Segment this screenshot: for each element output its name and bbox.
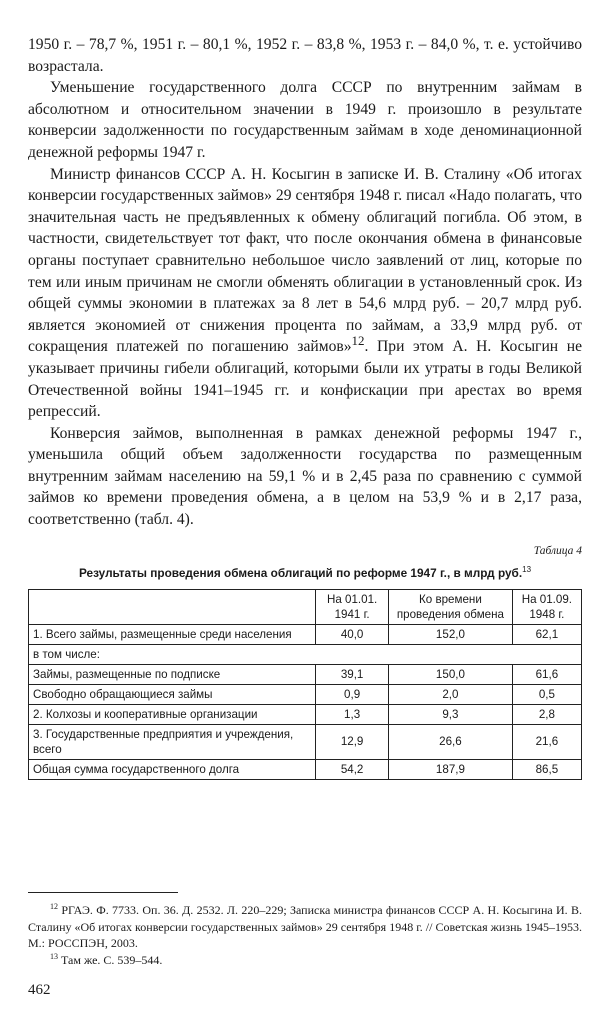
paragraph-3: [28, 164, 582, 423]
footnote-ref-13[interactable]: 13: [522, 564, 532, 574]
cell-1941: 54,2: [316, 759, 389, 779]
footnote-number: 13: [50, 951, 58, 961]
row-label: 2. Колхозы и кооперативные организации: [29, 704, 316, 724]
row-label: 1. Всего займы, размещенные среди населения: [29, 624, 316, 644]
footnote-text: РГАЭ. Ф. 7733. Оп. 36. Д. 2532. Л. 220–229; Записка министра финансов СССР А. Н. Косыгина И. В. Сталину «Об итогах конверсии государственных займов» 29 сентября 1948 г. // Советская жизнь 1945–1953. М.: РОССПЭН, 2003.: [28, 903, 583, 950]
header-1941: На 01.01. 1941 г.: [316, 589, 389, 624]
table-row: [29, 684, 582, 704]
cell-exchange: 26,6: [389, 724, 513, 759]
table-row: [29, 759, 582, 779]
table-caption: [28, 565, 582, 581]
footnote-13: [28, 952, 582, 969]
cell-1941: 1,3: [316, 704, 389, 724]
cell-exchange: 9,3: [389, 704, 513, 724]
row-label: 3. Государственные предприятия и учреждения, всего: [29, 724, 316, 759]
cell-1941: 39,1: [316, 664, 389, 684]
row-label: в том числе:: [29, 644, 582, 664]
cell-1941: 0,9: [316, 684, 389, 704]
cell-exchange: 187,9: [389, 759, 513, 779]
row-label: Общая сумма государственного долга: [29, 759, 316, 779]
footnote-12: [28, 902, 582, 952]
footnote-text: Там же. С. 539–544.: [61, 952, 163, 967]
header-exchange-time: Ко времени проведения обмена: [389, 589, 513, 624]
row-label: Займы, размещенные по подписке: [29, 664, 316, 684]
cell-1948: 2,8: [512, 704, 581, 724]
footnote-divider: [28, 892, 178, 893]
table-row: [29, 644, 582, 664]
footnote-ref-12[interactable]: 12: [351, 333, 365, 349]
footnote-number: 12: [50, 902, 58, 911]
cell-1948: 61,6: [512, 664, 581, 684]
cell-1941: 40,0: [316, 624, 389, 644]
paragraph-3-text: Министр финансов СССР А. Н. Косыгин в записке И. В. Сталину «Об итогах конверсии государственных займов» 29 сентября 1948 г. писал «Надо полагать, что значительная часть не предъявленных к обмену облигаций погибла. Об этом, в частности, свидетельствует тот факт, что после окончания обмена в финансовые органы поступает сравнительно небольшое число заявлений от лиц, которые по тем или иным причинам не смогли обменять облигации в установленный срок. Из общей суммы экономии в платежах за 8 лет в 54,6 млрд руб. – 20,7 млрд руб. является экономией от снижения процента по займам, а 33,9 млрд руб. от сокращения платежей по погашению займов»: [28, 165, 582, 356]
paragraph-1: 1950 г. – 78,7 %, 1951 г. – 80,1 %, 1952 г. – 83,8 %, 1953 г. – 84,0 %, т. е. устойчиво возрастала.: [28, 36, 582, 75]
header-1948: На 01.09. 1948 г.: [512, 589, 581, 624]
table-caption-text: Результаты проведения обмена облигаций по реформе 1947 г., в млрд руб.: [78, 565, 523, 580]
results-table: [28, 589, 582, 780]
table-number: Таблица 4: [533, 544, 582, 557]
table-row: [29, 664, 582, 684]
paragraph-3-continuation: . При этом А. Н. Косыгин не указывает причины гибели облигаций, которыми были их утраты в годы Великой Отечественной войны 1941–1945 гг. и конфискации при арестах во время репрессий.: [28, 338, 582, 421]
footnotes: [28, 902, 582, 968]
cell-exchange: 152,0: [389, 624, 513, 644]
cell-1948: 21,6: [512, 724, 581, 759]
paragraph-4: Конверсия займов, выполненная в рамках денежной реформы 1947 г., уменьшила общий объем задолженности государства по размещенным внутренним займам населению на 59,1 % и в 2,45 раза по сравнению с суммой займов ко времени проведения обмена, а в целом на 53,9 % и в 2,17 раза, соответственно (табл. 4).: [28, 424, 582, 529]
page-number: 462: [28, 982, 51, 998]
page-body: [28, 34, 582, 780]
paragraph-2: Уменьшение государственного долга СССР по внутренним займам в абсолютном и относительном значении в 1949 г. произошло в результате конверсии задолженности по государственным займам в ходе деноминационной денежной реформы 1947 г.: [28, 79, 582, 161]
table-row: [29, 724, 582, 759]
table-row: [29, 624, 582, 644]
row-label: Свободно обращающиеся займы: [29, 684, 316, 704]
table-row: [29, 704, 582, 724]
cell-exchange: 150,0: [389, 664, 513, 684]
cell-exchange: 2,0: [389, 684, 513, 704]
cell-1948: 0,5: [512, 684, 581, 704]
cell-1941: 12,9: [316, 724, 389, 759]
cell-1948: 86,5: [512, 759, 581, 779]
header-empty: [29, 589, 316, 624]
table-header-row: [29, 589, 582, 624]
cell-1948: 62,1: [512, 624, 581, 644]
